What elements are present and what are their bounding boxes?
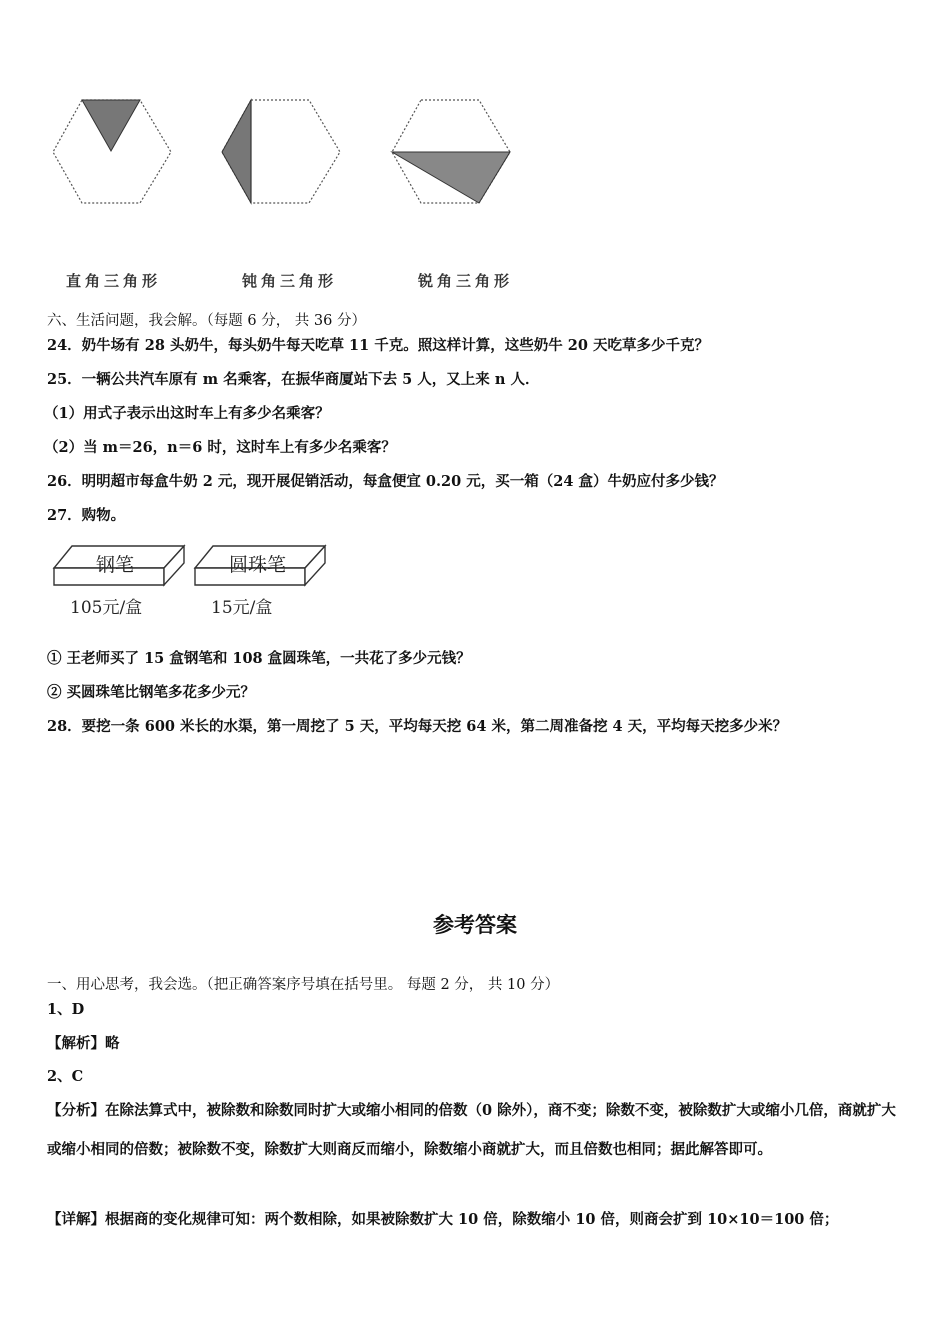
answer-1: 1、D [47, 1001, 85, 1018]
hexagon-figure-acute-triangle [389, 95, 514, 210]
caption-right-triangle: 直角三角形 [66, 272, 162, 290]
question-26: 26．明明超市每盒牛奶 2 元，现开展促销活动，每盒便宜 0.20 元，买一箱（24 盒）牛奶应付多少钱？ [47, 473, 724, 490]
section6-heading: 六、生活问题，我会解。（每题 6 分， 共 36 分） [47, 313, 366, 329]
caption-obtuse-triangle: 钝角三角形 [242, 272, 338, 290]
answer-2-detail: 【详解】根据商的变化规律可知：两个数相除，如果被除数扩大 10 倍，除数缩小 10 倍，则商会扩到 10×10＝100 倍； [47, 1211, 839, 1228]
question-25-part1: （1）用式子表示出这时车上有多少名乘客？ [44, 405, 330, 422]
question-27: 27．购物。 [47, 507, 126, 524]
answer-1-analysis: 【解析】略 [47, 1035, 120, 1052]
hexagon-figure-obtuse-triangle [219, 95, 344, 210]
question-27-part2: ② 买圆珠笔比钢笔多花多少元？ [47, 684, 256, 701]
question-24: 24．奶牛场有 28 头奶牛，每头奶牛每天吃草 11 千克。照这样计算，这些奶牛 20 天吃草多少千克？ [47, 337, 709, 354]
answers-section1-heading: 一、用心思考，我会选。（把正确答案序号填在括号里。 每题 2 分， 共 10 分） [47, 977, 560, 993]
caption-acute-triangle: 锐角三角形 [418, 272, 514, 290]
question-25-part2: （2）当 m＝26，n＝6 时，这时车上有多少名乘客？ [44, 439, 396, 456]
pen-price: 105元/盒 [70, 598, 143, 618]
hexagon-figure-right-triangle [50, 95, 175, 210]
question-27-part1: ① 王老师买了 15 盒钢笔和 108 盒圆珠笔，一共花了多少元钱？ [47, 650, 471, 667]
question-28: 28．要挖一条 600 米长的水渠，第一周挖了 5 天，平均每天挖 64 米，第二周准备挖 4 天，平均每天挖多少米？ [47, 718, 788, 735]
question-25: 25．一辆公共汽车原有 m 名乘客，在振华商厦站下去 5 人，又上来 n 人． [47, 371, 540, 388]
answer-2-analysis: 【分析】在除法算式中，被除数和除数同时扩大或缩小相同的倍数（0 除外），商不变；除数不变，被除数扩大或缩小几倍，商就扩大或缩小相同的倍数；被除数不变，除数扩大则商反而缩小，除数缩小商就扩大，而且倍数也相同；据此解答即可。 [47, 1102, 896, 1158]
answer-2: 2、C [47, 1068, 84, 1085]
ballpoint-price: 15元/盒 [211, 598, 273, 618]
pen-box-label: 钢笔 [96, 554, 135, 576]
answers-title: 参考答案 [433, 913, 517, 937]
ballpoint-box-label: 圆珠笔 [229, 554, 287, 576]
